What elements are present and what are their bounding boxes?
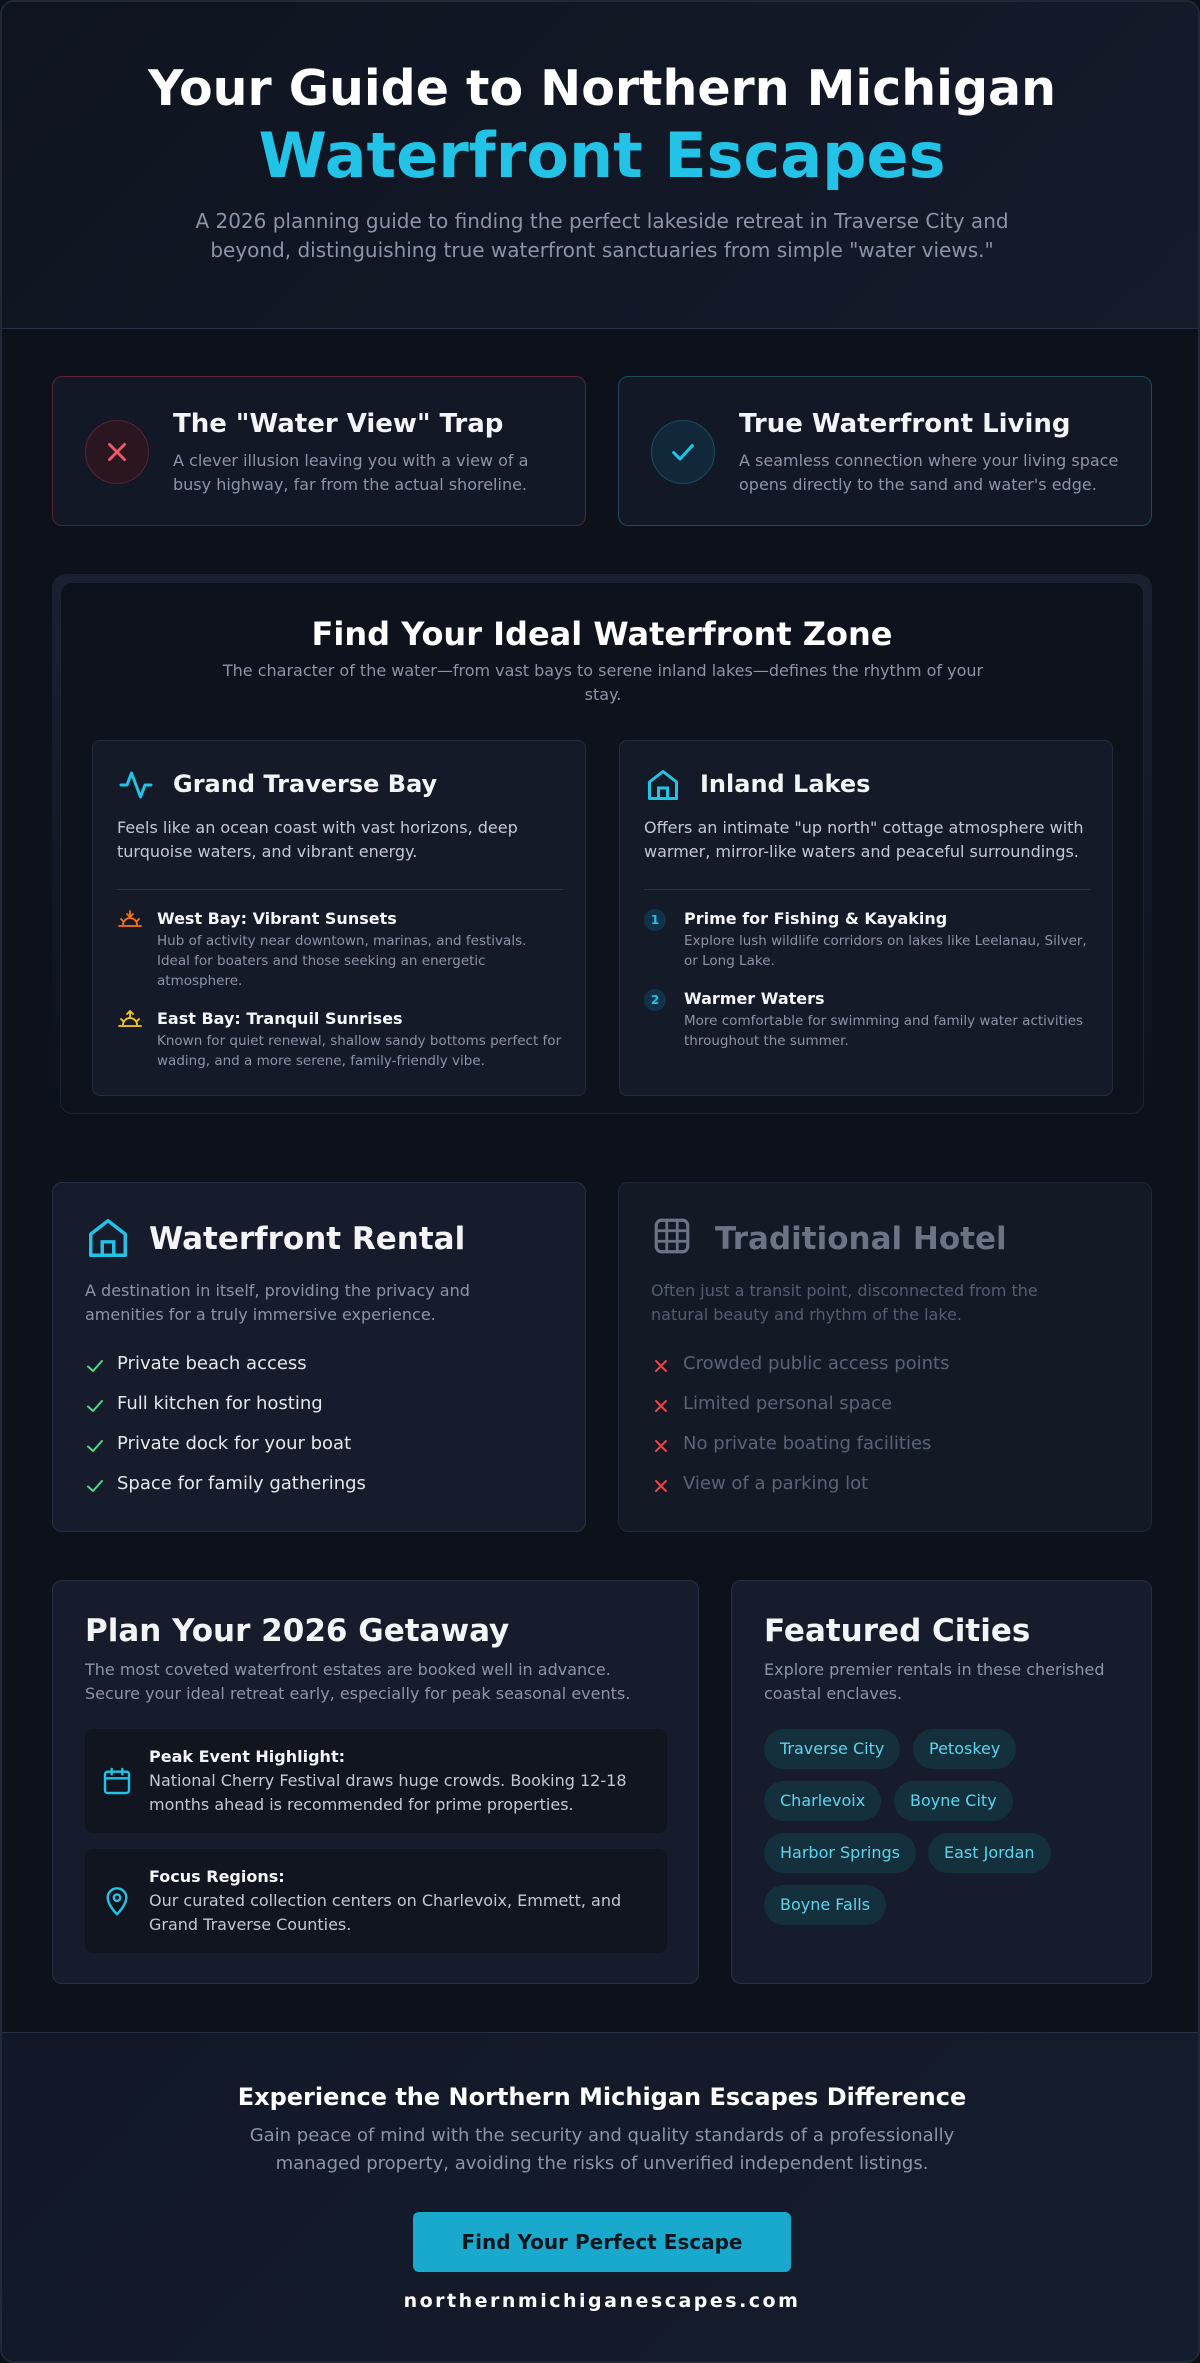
find-escape-button[interactable]: Find Your Perfect Escape bbox=[413, 2212, 791, 2272]
focus-regions-text: Our curated collection centers on Charlevoix, Emmett, and Grand Traverse Counties. bbox=[149, 1891, 622, 1934]
divider bbox=[117, 889, 563, 890]
fishing-title: Prime for Fishing & Kayaking bbox=[684, 909, 948, 928]
home-icon bbox=[645, 767, 681, 807]
traditional-hotel-card bbox=[618, 1182, 1152, 1532]
hotel-drawback: No private boating facilities bbox=[683, 1433, 932, 1454]
footer-title: Experience the Northern Michigan Escapes Difference bbox=[237, 2083, 967, 2111]
plan-getaway-card bbox=[52, 1580, 699, 1984]
plan-description: The most coveted waterfront estates are booked well in advance. Secure your ideal retreat early, especially for peak seasonal events. bbox=[85, 1660, 631, 1703]
hotel-drawback: View of a parking lot bbox=[683, 1473, 869, 1494]
true-text: A seamless connection where your living space opens directly to the sand and water's edge. bbox=[739, 451, 1119, 494]
waterfront-zone-section bbox=[60, 582, 1144, 1114]
peak-event-box bbox=[85, 1729, 667, 1833]
divider bbox=[644, 889, 1090, 890]
east-bay-text: Known for quiet renewal, shallow sandy bottoms perfect for wading, and a more serene, family-friendly vibe. bbox=[157, 1033, 562, 1069]
x-icon bbox=[651, 1356, 671, 1376]
hero-header bbox=[2, 2, 1200, 329]
peak-event-title: Peak Event Highlight: bbox=[149, 1747, 345, 1766]
website-link[interactable]: northernmichiganescapes.com bbox=[403, 2290, 801, 2312]
check-icon bbox=[651, 420, 715, 484]
hotel-drawback: Crowded public access points bbox=[683, 1353, 950, 1374]
bay-title: Grand Traverse Bay bbox=[173, 770, 438, 798]
building-icon bbox=[651, 1215, 693, 1261]
check-icon bbox=[85, 1476, 105, 1496]
hotel-title: Traditional Hotel bbox=[715, 1221, 1007, 1257]
rental-feature: Full kitchen for hosting bbox=[117, 1393, 323, 1414]
lakes-title: Inland Lakes bbox=[700, 770, 871, 798]
zone-subtitle: The character of the water—from vast bays to serene inland lakes—defines the rhythm of your stay. bbox=[222, 661, 984, 704]
west-bay-title: West Bay: Vibrant Sunsets bbox=[157, 909, 397, 928]
featured-cities-card bbox=[731, 1580, 1152, 1984]
city-chip-charlevoix[interactable]: Charlevoix bbox=[764, 1781, 881, 1821]
x-icon bbox=[651, 1436, 671, 1456]
step-number: 1 bbox=[644, 909, 666, 931]
grand-traverse-bay-card bbox=[92, 740, 586, 1096]
x-icon bbox=[651, 1396, 671, 1416]
rental-feature: Space for family gatherings bbox=[117, 1473, 366, 1494]
cities-title: Featured Cities bbox=[764, 1613, 1031, 1649]
step-number: 2 bbox=[644, 989, 666, 1011]
sunrise-icon bbox=[117, 1009, 143, 1031]
fishing-text: Explore lush wildlife corridors on lakes like Leelanau, Silver, or Long Lake. bbox=[684, 933, 1087, 969]
map-pin-icon bbox=[101, 1885, 133, 1921]
focus-regions-box bbox=[85, 1849, 667, 1953]
x-icon bbox=[85, 420, 149, 484]
peak-event-text: National Cherry Festival draws huge crowds. Booking 12-18 months ahead is recommended for prime properties. bbox=[149, 1771, 627, 1814]
true-title: True Waterfront Living bbox=[739, 409, 1071, 439]
focus-regions-title: Focus Regions: bbox=[149, 1867, 285, 1886]
warmer-waters-text: More comfortable for swimming and family water activities throughout the summer. bbox=[684, 1013, 1084, 1049]
plan-title: Plan Your 2026 Getaway bbox=[85, 1613, 510, 1649]
cities-description: Explore premier rentals in these cherished coastal enclaves. bbox=[764, 1660, 1105, 1703]
city-chip-boyne-falls[interactable]: Boyne Falls bbox=[764, 1885, 886, 1925]
true-waterfront-card bbox=[618, 376, 1152, 526]
footer bbox=[2, 2032, 1200, 2363]
rental-feature: Private beach access bbox=[117, 1353, 307, 1374]
trap-title: The "Water View" Trap bbox=[173, 409, 504, 439]
check-icon bbox=[85, 1396, 105, 1416]
footer-text: Gain peace of mind with the security and quality standards of a professionally managed property, avoiding the risks of unverified independent listings. bbox=[249, 2125, 955, 2174]
warmer-waters-title: Warmer Waters bbox=[684, 989, 825, 1008]
hotel-drawback: Limited personal space bbox=[683, 1393, 893, 1414]
city-chip-harbor-springs[interactable]: Harbor Springs bbox=[764, 1833, 916, 1873]
check-icon bbox=[85, 1356, 105, 1376]
inland-lakes-card bbox=[619, 740, 1113, 1096]
zone-title: Find Your Ideal Waterfront Zone bbox=[311, 615, 893, 653]
rental-title: Waterfront Rental bbox=[149, 1221, 466, 1257]
check-icon bbox=[85, 1436, 105, 1456]
west-bay-text: Hub of activity near downtown, marinas, and festivals. Ideal for boaters and those seeking an energetic atmosphere. bbox=[157, 933, 527, 989]
rental-feature: Private dock for your boat bbox=[117, 1433, 352, 1454]
city-chip-petoskey[interactable]: Petoskey bbox=[913, 1729, 1016, 1769]
page-title-accent: Waterfront Escapes bbox=[258, 119, 946, 192]
east-bay-title: East Bay: Tranquil Sunrises bbox=[157, 1009, 403, 1028]
trap-text: A clever illusion leaving you with a view of a busy highway, far from the actual shoreline. bbox=[173, 451, 529, 494]
water-view-trap-card bbox=[52, 376, 586, 526]
city-chip-traverse-city[interactable]: Traverse City bbox=[764, 1729, 900, 1769]
bay-description: Feels like an ocean coast with vast horizons, deep turquoise waters, and vibrant energy. bbox=[117, 818, 518, 861]
page-title: Your Guide to Northern Michigan bbox=[148, 60, 1056, 117]
city-chip-boyne-city[interactable]: Boyne City bbox=[894, 1781, 1013, 1821]
x-icon bbox=[651, 1476, 671, 1496]
home-icon bbox=[85, 1215, 131, 1265]
page-subtitle: A 2026 planning guide to finding the perfect lakeside retreat in Traverse City and beyond, distinguishing true waterfront sanctuaries from simple "water views." bbox=[195, 209, 1009, 262]
rental-description: A destination in itself, providing the privacy and amenities for a truly immersive experience. bbox=[85, 1281, 470, 1324]
waterfront-rental-card bbox=[52, 1182, 586, 1532]
lakes-description: Offers an intimate "up north" cottage atmosphere with warmer, mirror-like waters and peaceful surroundings. bbox=[644, 818, 1084, 861]
sunset-icon bbox=[117, 909, 143, 931]
pulse-icon bbox=[118, 767, 154, 807]
city-chip-east-jordan[interactable]: East Jordan bbox=[928, 1833, 1051, 1873]
hotel-description: Often just a transit point, disconnected from the natural beauty and rhythm of the lake. bbox=[651, 1281, 1038, 1324]
calendar-icon bbox=[101, 1765, 133, 1801]
